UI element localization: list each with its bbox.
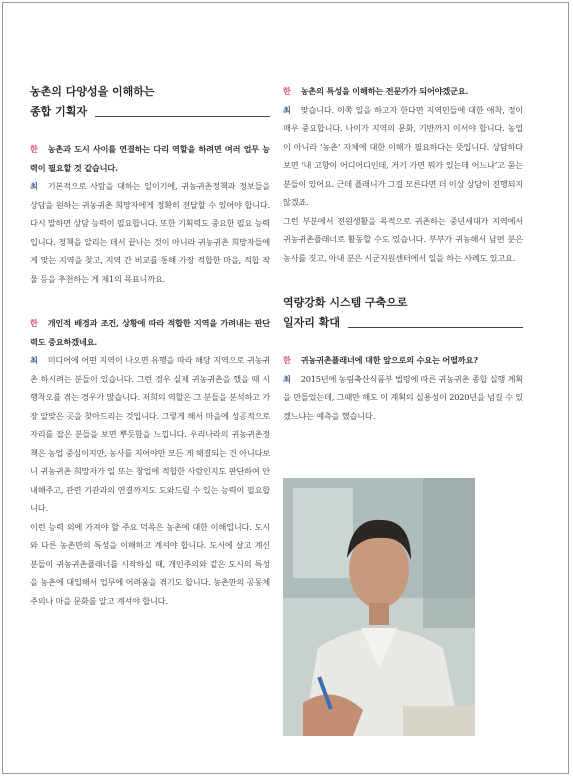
speaker-han: 한 (283, 355, 291, 365)
section-title-line2: 종합 기획자 (30, 105, 87, 118)
interview-photo (283, 478, 475, 736)
answer-paragraph: 최 맞습니다. 이쪽 일을 하고자 한다면 지역민들에 대한 애착, 정이 매우 중요합니다. 나이가 지역의 문화, 기반까지 이서야 합니다. 농업이 아니라 ‘농촌’ 자체에 대한 이해가 필요하다는 뜻입니다. 상담하다보면 ‘내 고향이 어디어디인데, 거기 가면 뭐가 있는데 어느냐’고 묻는 분들이 있어요. 근데 플래니가 그걸 모른다면 더 이상 상담이 진행되지 않겠죠. (283, 104, 523, 207)
speaker-choi: 최 (283, 104, 291, 115)
section-title-line1: 농촌의 다양성을 이해하는 (30, 85, 155, 98)
speaker-choi: 최 (30, 355, 38, 365)
section-title (30, 82, 270, 122)
right-column (283, 82, 523, 425)
answer-paragraph: 최 기본적으로 사람을 대하는 일이기에, 귀농귀촌정책과 정보들을 상담을 원하는 귀농귀촌 희망자에게 정확히 전달할 수 있어야 합니다. 다시 말하면 상담 능력이 필요합니다. 또한 기획력도 중요한 필요 능력입니다. 정책을 알리는 데서 끝나는 것이 아니라 귀농귀촌 희망자들에게 맞는 지역을 찾고, 지역 간 비교를 통해 가장 적합한 마을, 적합 작물 등을 추천하는 게 제1의 목표니까요. (30, 181, 270, 284)
answer-paragraph: 이런 능력 외에 가져야 할 주요 덕목은 농촌에 대한 이해입니다. 도시와 다른 농촌만의 특성을 이해하고 계셔야 합니다. 도시에 살고 계신 분들이 귀농귀촌플래너를 시작하실 때, 개인주의와 같은 도시의 특성을 농촌에 대입해서 업무에 어려움을 겪기도 합니다. 농촌만의 공동체 주의나 마을 문화를 알고 계셔야 합니다. (30, 521, 270, 606)
portrait-illustration (283, 478, 475, 736)
section-title (283, 293, 523, 333)
speaker-han: 한 (30, 144, 38, 154)
question-paragraph: 한 농촌의 특성을 이해하는 전문가가 되어야겠군요. (283, 86, 469, 96)
title-underline (348, 327, 523, 328)
title-underline (95, 116, 270, 117)
question-paragraph: 한 농촌과 도시 사이를 연결하는 다리 역할을 하려면 여러 업무 능력이 필요할 것 같습니다. (30, 144, 270, 173)
answer-paragraph: 그런 부분에서 전원생활을 목적으로 귀촌하는 중년세대가 지역에서 귀농귀촌플래너로 활동할 수도 있습니다. 부부가 귀농해서 남편 분은 농사를 짓고, 아내 분은 시군지원센터에서 일을 하는 사례도 있고요. (283, 215, 523, 263)
answer-paragraph: 최 2015년에 농림축산식품부 법령에 따른 귀농귀촌 종합 실행 계획을 만들었는데, 그때만 해도 이 계획의 실용성이 2020년을 넘길 수 있겠느냐는 예측을 했습니다. (283, 373, 523, 421)
question-paragraph: 한 귀농귀촌플래너에 대한 앞으로의 수요는 어떨까요? (283, 355, 478, 365)
speaker-han: 한 (283, 86, 291, 96)
speaker-choi: 최 (283, 373, 291, 384)
answer-paragraph: 최 미디어에 어떤 지역이 나오면 유행을 따라 해당 지역으로 귀농귀촌 하시려는 분들이 있습니다. 그런 경우 실제 귀농귀촌을 했을 때 시행착오를 겪는 경우가 많습니다. 저희의 역할은 그 분들을 분석하고 가장 알맞은 곳을 찾아드리는 것입니다. 그렇게 해서 마을에 성공적으로 자리를 잡은 분들을 보면 뿌듯함을 느낍니다. 우리나라의 귀농귀촌정책은 농업 중심이지만, 농사를 지어야만 모든 게 해결되는 건 아니다보니 귀농귀촌 희망자가 일 또는 창업에 적합한 사람인지도 판단하여 안내해주고, 관련 기관과의 연결까지도 도와드릴 수 있는 능력이 필요합니다. (30, 355, 270, 513)
left-column (30, 82, 270, 610)
section-title-line1: 역량강화 시스템 구축으로 (283, 296, 408, 309)
speaker-han: 한 (30, 318, 38, 328)
speaker-choi: 최 (30, 181, 38, 191)
question-paragraph: 한 개인적 배경과 조건, 상황에 따라 적합한 지역을 가려내는 판단력도 중요하겠네요. (30, 318, 270, 347)
section-title-line2: 일자리 확대 (283, 316, 340, 329)
